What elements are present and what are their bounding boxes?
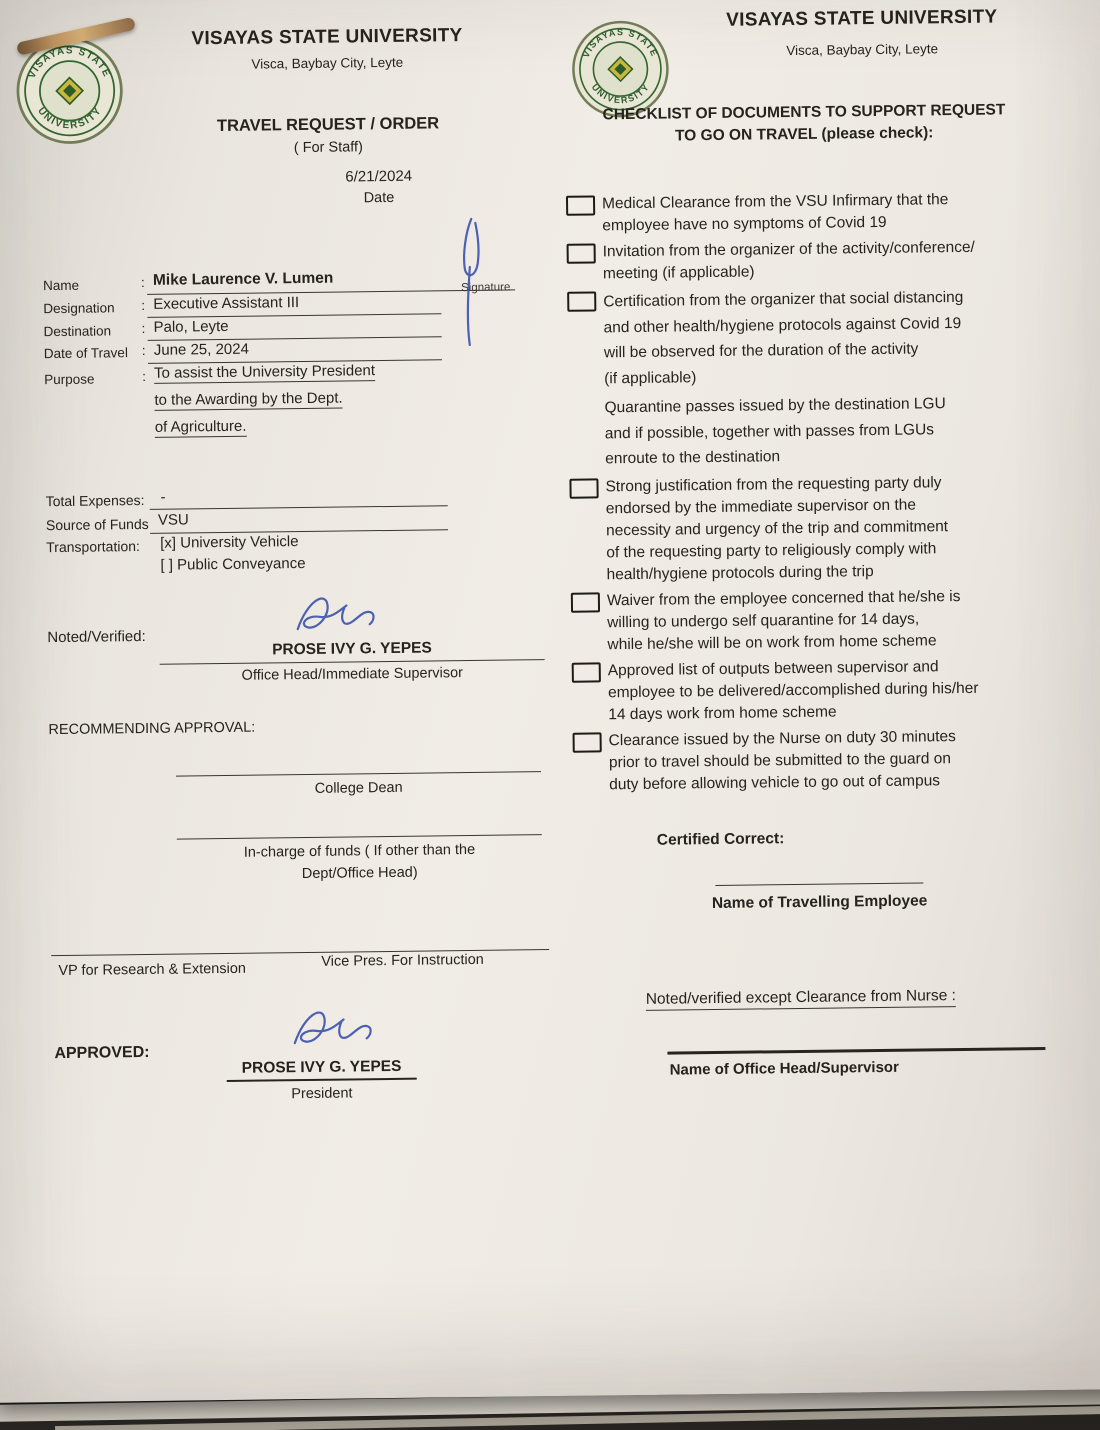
office-head-line <box>667 1047 1045 1055</box>
vsu-seal <box>570 18 671 119</box>
checklist-item <box>571 584 1064 656</box>
travelling-employee-label: Name of Travelling Employee <box>711 892 928 913</box>
colon: : <box>142 368 146 384</box>
checkbox <box>567 291 596 311</box>
noted-except-text: Noted/verified except Clearance from Nurse : <box>646 987 956 1011</box>
vp-research-label: VP for Research & Extension <box>58 960 247 980</box>
signature-mark <box>287 588 393 644</box>
president-label: President <box>291 1085 353 1103</box>
noted-title: Office Head/Immediate Supervisor <box>241 665 464 684</box>
checkbox <box>572 662 601 682</box>
purpose-text-1: To assist the University President <box>153 362 376 382</box>
purpose-text-2: to the Awarding by the Dept. <box>154 389 343 409</box>
purpose-label: Purpose <box>44 371 95 388</box>
total-expenses-line <box>150 505 448 510</box>
checklist-item-text: Clearance issued by the Nurse on duty 30 minutes prior to travel should be submitted to the guard on duty before allowing vehicle to go out of campus <box>608 727 956 793</box>
checklist-title: CHECKLIST OF DOCUMENTS TO SUPPORT REQUEST <box>602 101 1006 124</box>
approved-label: APPROVED: <box>54 1043 150 1063</box>
university-name: VISAYAS STATE UNIVERSITY <box>191 25 463 50</box>
destination-value: Palo, Leyte <box>153 317 229 336</box>
checkbox <box>566 195 595 215</box>
checkbox <box>573 732 602 752</box>
checklist-item-text: Strong justification from the requesting party duly endorsed by the immediate supervisor on the necessity and urgency of the trip and commitment of the requesting party to religiously comply with health/hygiene protocols during the trip <box>605 473 949 583</box>
checklist-item <box>567 284 1060 392</box>
university-name: VISAYAS STATE UNIVERSITY <box>726 6 998 31</box>
name-label: Name <box>42 277 80 294</box>
checklist-item-text: Approved list of outputs between supervisor and employee to be delivered/accomplished during his/her 14 days work from home scheme <box>607 657 979 723</box>
incharge-funds-label: In-charge of funds ( If other than the <box>243 841 476 861</box>
total-expenses-value: - <box>160 488 166 506</box>
recommending-approval-label: RECOMMENDING APPROVAL: <box>48 719 256 739</box>
colon: : <box>140 274 145 290</box>
source-funds-value: VSU <box>157 511 189 529</box>
signature-mark <box>449 213 491 353</box>
signature-label: Signature <box>461 281 511 295</box>
checklist-item-text: Quarantine passes issued by the destination LGU and if possible, together with passes from LGUs enroute to the destination <box>604 395 946 468</box>
travel-date-label: Date of Travel <box>43 345 128 362</box>
transport-public-option: [ ] Public Conveyance <box>160 554 306 574</box>
noted-name: PROSE IVY G. YEPES <box>272 639 432 659</box>
colon: : <box>141 320 146 336</box>
checklist-item <box>567 236 1060 286</box>
checklist-item <box>569 470 1062 586</box>
form-subtitle: ( For Staff) <box>293 139 363 157</box>
checklist-item <box>572 724 1065 796</box>
noted-verified-label: Noted/Verified: <box>47 627 146 647</box>
signature-mark <box>284 1002 390 1058</box>
purpose-line-2 <box>154 390 342 411</box>
source-funds-label: Source of Funds <box>45 515 149 534</box>
total-expenses-label: Total Expenses: <box>45 491 145 510</box>
checklist <box>566 188 1065 800</box>
colon: : <box>141 342 146 358</box>
purpose-line-3 <box>155 418 247 438</box>
checklist-item-text: Certification from the organizer that social distancing and other health/hygiene protocols against Covid 19 will be observed for the duration of the activity (if applicable) <box>603 288 964 387</box>
designation-value: Executive Assistant III <box>153 294 300 313</box>
name-value: Mike Laurence V. Lumen <box>152 269 334 289</box>
source-funds-line <box>150 529 448 534</box>
vp-instruction-label: Vice Pres. For Instruction <box>321 951 484 970</box>
office-head-label: Name of Office Head/Supervisor <box>669 1058 899 1079</box>
checklist-title-2: TO GO ON TRAVEL (please check): <box>674 124 934 145</box>
checklist-item <box>568 390 1061 473</box>
destination-line <box>148 336 442 341</box>
checkbox <box>571 592 600 612</box>
checklist-item <box>572 654 1065 726</box>
university-address: Visca, Baybay City, Leyte <box>786 41 939 59</box>
travel-date-value: June 25, 2024 <box>153 340 250 359</box>
transportation-label: Transportation: <box>46 538 140 556</box>
designation-line <box>147 313 441 318</box>
checklist-item <box>566 188 1059 238</box>
noted-except-label <box>646 987 956 1011</box>
travelling-employee-line <box>715 882 923 886</box>
date-value: 6/21/2024 <box>345 167 413 186</box>
college-dean-label: College Dean <box>314 779 403 797</box>
transport-university-option: [x] University Vehicle <box>160 533 299 552</box>
incharge-funds-label-2: Dept/Office Head) <box>301 864 418 883</box>
approved-name <box>226 1058 416 1082</box>
purpose-text-3: of Agriculture. <box>154 417 247 436</box>
checkbox <box>569 478 598 498</box>
university-address: Visca, Baybay City, Leyte <box>251 54 404 72</box>
destination-label: Destination <box>43 323 112 340</box>
date-label: Date <box>363 189 395 207</box>
incharge-funds-line <box>177 834 542 839</box>
checkbox <box>567 243 596 263</box>
checklist-item-text: Medical Clearance from the VSU Infirmary that the employee have no symptoms of Covid 19 <box>601 191 949 235</box>
checklist-item-text: Waiver from the employee concerned that he/she is willing to undergo self quarantine for 14 days, while he/she will be on work from home scheme <box>606 587 961 653</box>
form-title: TRAVEL REQUEST / ORDER <box>216 114 440 136</box>
purpose-line-1 <box>154 362 375 384</box>
designation-label: Designation <box>43 300 115 317</box>
checklist-item-text: Invitation from the organizer of the activity/conference/ meeting (if applicable) <box>602 238 975 283</box>
approved-name-text: PROSE IVY G. YEPES <box>241 1057 402 1077</box>
colon: : <box>141 297 146 313</box>
college-dean-line <box>176 771 541 776</box>
certified-correct-label: Certified Correct: <box>656 830 785 849</box>
